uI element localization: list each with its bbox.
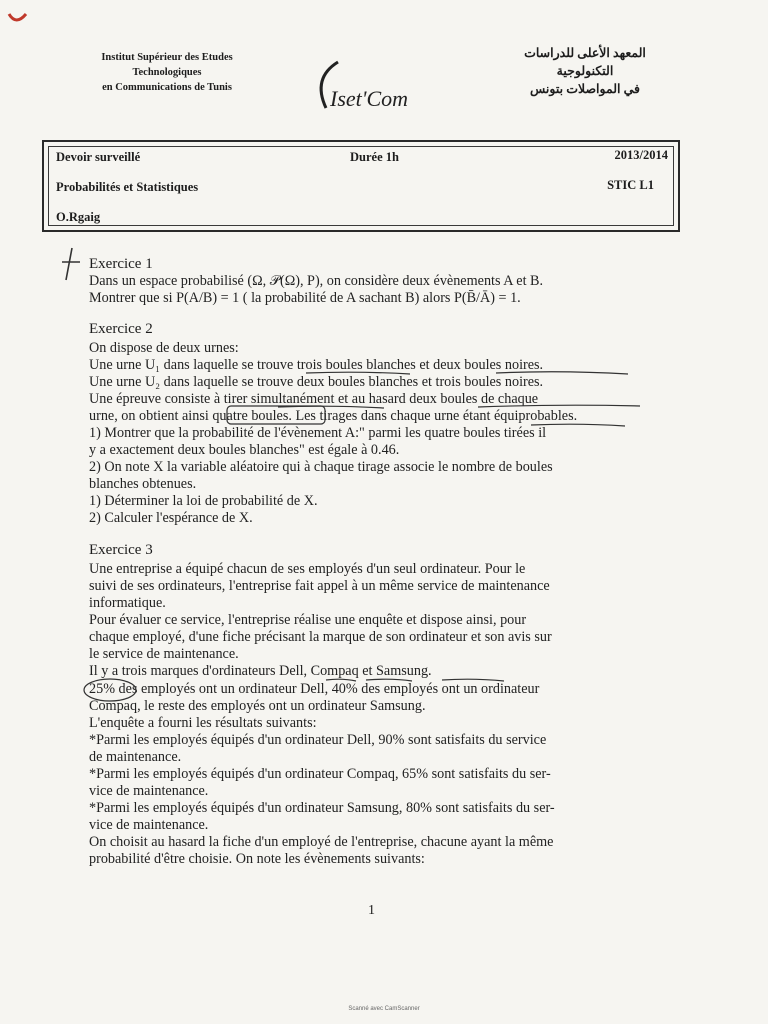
institute-name-ar: المعهد الأعلى للدراسات التكنولوجية في المواصلات بتونس [524, 46, 646, 96]
exercise-3-line: *Parmi les employés équipés d'un ordinateur Samsung, 80% sont satisfaits du ser- [89, 800, 555, 816]
exam-type: Devoir surveillé [56, 150, 141, 164]
exercise-2-line: Une épreuve consiste à tirer simultanément et au hasard deux boules de chaque [89, 391, 539, 407]
exercise-3-line: de maintenance. [89, 749, 182, 765]
exercise-3-line: informatique. [89, 595, 166, 611]
exercise-2-line: 1) Montrer que la probabilité de l'évènement A:" parmi les quatre boules tirées il [89, 425, 547, 441]
exercise-2-line: On dispose de deux urnes: [89, 340, 239, 356]
exercise-3-line: *Parmi les employés équipés d'un ordinateur Compaq, 65% sont satisfaits du ser- [89, 766, 551, 782]
exercise-3-line: le service de maintenance. [89, 646, 239, 662]
exercise-2-line: Une urne U₁ dans laquelle se trouve trois boules blanches et deux boules noires. [89, 357, 544, 373]
exercise-2-line: 2) Calculer l'espérance de X. [89, 510, 253, 526]
exercise-3-line: Pour évaluer ce service, l'entreprise réalise une enquête et dispose ainsi, pour [89, 612, 527, 628]
exercise-3-line: *Parmi les employés équipés d'un ordinateur Dell, 90% sont satisfaits du service [89, 732, 547, 748]
subject: Probabilités et Statistiques [56, 180, 199, 194]
class-name: STIC L1 [607, 178, 654, 192]
exercise-3-line: vice de maintenance. [89, 783, 209, 799]
exercise-2-line: blanches obtenues. [89, 476, 197, 492]
exercise-1-line: Montrer que si P(A/B) = 1 ( la probabilité de A sachant B) alors P(B̄/Ā) = 1. [89, 290, 521, 306]
academic-year: 2013/2014 [614, 148, 668, 162]
check-mark-icon [62, 248, 80, 280]
corner-mark-icon [6, 8, 30, 28]
exam-duration: Durée 1h [350, 150, 399, 164]
exercise-2-line: y a exactement deux boules blanches" est égale à 0.46. [89, 442, 400, 458]
exercise-2-line: urne, on obtient ainsi quatre boules. Les tirages dans chaque urne étant équiprobables. [89, 408, 578, 424]
exercise-3-line: Il y a trois marques d'ordinateurs Dell, Compaq et Samsung. [89, 663, 432, 679]
exercise-3-line: Une entreprise a équipé chacun de ses employés d'un seul ordinateur. Pour le [89, 561, 526, 577]
scanner-footer: Scanné avec CamScanner [348, 1006, 420, 1012]
exercise-3-line: vice de maintenance. [89, 817, 209, 833]
exercise-2-line: Une urne U₂ dans laquelle se trouve deux boules blanches et trois boules noires. [89, 374, 544, 390]
exercise-3-line: chaque employé, d'une fiche précisant la marque de son ordinateur et son avis sur [89, 629, 552, 645]
exercise-2-line: 2) On note X la variable aléatoire qui à chaque tirage associe le nombre de boules [89, 459, 553, 475]
exercise-3-line: 25% des employés ont un ordinateur Dell, 40% des employés ont un ordinateur [89, 681, 540, 697]
exercise-3-line: On choisit au hasard la fiche d'un employé de l'entreprise, chacune ayant la même [89, 834, 554, 850]
exercise-2-line: 1) Déterminer la loi de probabilité de X. [89, 493, 318, 509]
exercise-2-title: Exercice 2 [89, 321, 153, 337]
exercise-3-line: suivi de ses ordinateurs, l'entreprise fait appel à un même service de maintenance [89, 578, 550, 594]
exercise-3-title: Exercice 3 [89, 542, 153, 558]
page-number: 1 [368, 903, 375, 918]
exercise-3-line: Compaq, le reste des employés ont un ordinateur Samsung. [89, 698, 426, 714]
exam-info-box [42, 140, 680, 232]
exercise-1-title: Exercice 1 [89, 256, 153, 272]
exercise-3-line: L'enquête a fourni les résultats suivants: [89, 715, 317, 731]
logo-text: Iset'Com [330, 86, 409, 111]
iset-com-logo [308, 56, 458, 120]
institute-name-fr: Institut Supérieur des Etudes Technologiques en Communications de Tunis [101, 52, 233, 93]
teacher-name: O.Rgaig [56, 210, 101, 224]
exercise-3-line: probabilité d'être choisie. On note les évènements suivants: [89, 851, 425, 867]
exercise-1-line: Dans un espace probabilisé (Ω, 𝒫(Ω), P), on considère deux évènements A et B. [89, 273, 544, 289]
